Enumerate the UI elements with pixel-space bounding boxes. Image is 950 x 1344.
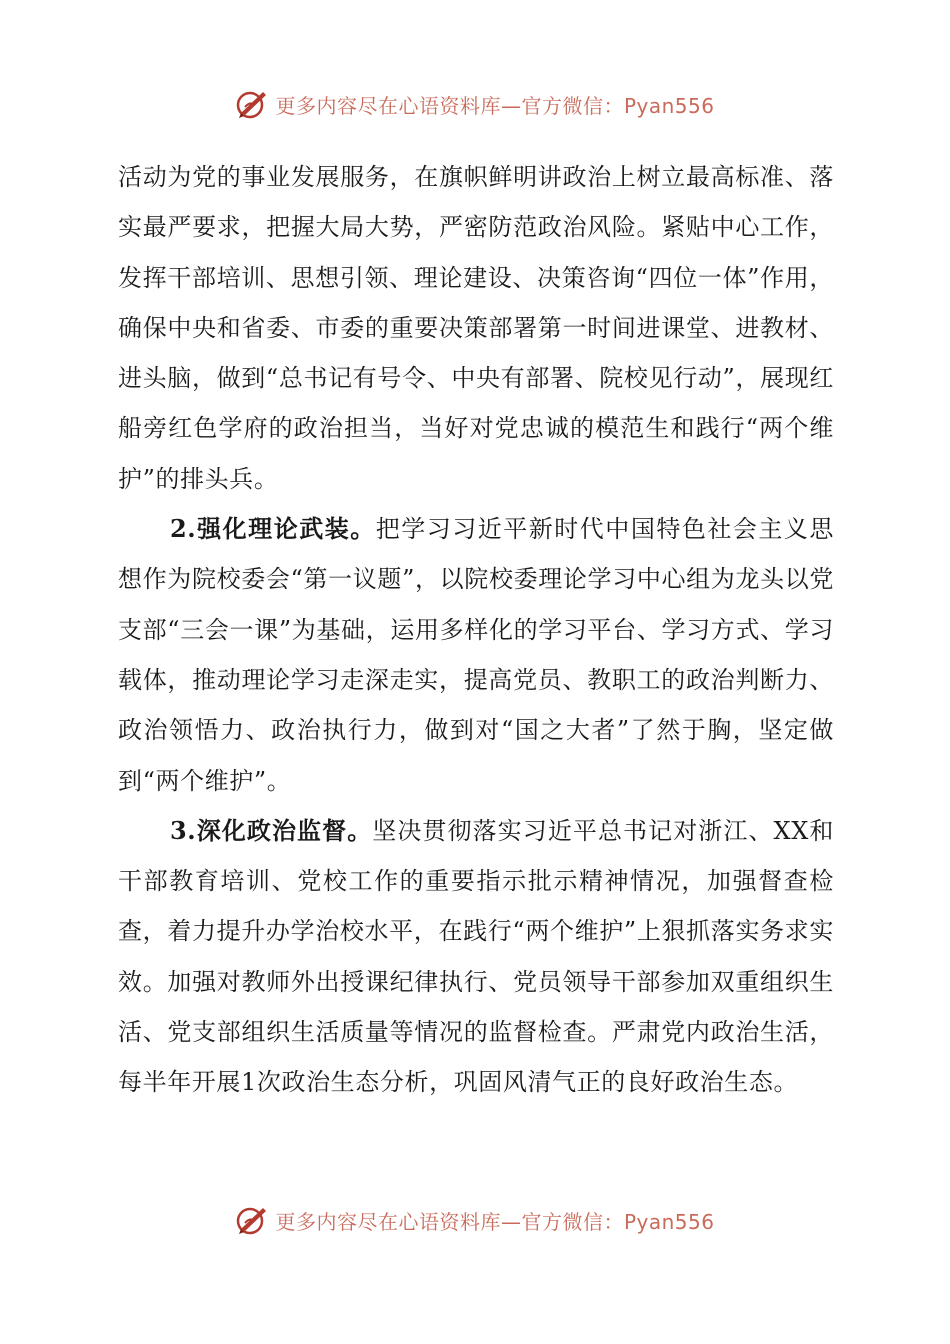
pen-logo-icon (235, 87, 269, 121)
paragraph-text: 活动为党的事业发展服务，在旗帜鲜明讲政治上树立最高标准、落实最严要求，把握大局大势，严密防范政治风险。紧贴中心工作，发挥干部培训、思想引领、理论建设、决策咨询“四位一体”作用，确保中央和省委、市委的重要决策部署第一时间进课堂、进教材、进头脑，做到“总书记有号令、中央有部署、院校见行动”，展现红船旁红色学府的政治担当，当好对党忠诚的模范生和践行“两个维护”的排头兵。 (118, 163, 834, 493)
paragraph-text: 把学习习近平新时代中国特色社会主义思想作为院校委会“第一议题”，以院校委理论学习中心组为龙头以党支部“三会一课”为基础，运用多样化的学习平台、学习方式、学习载体，推动理论学习走深走实，提高党员、教职工的政治判断力、政治领悟力、政治执行力，做到对“国之大者”了然于胸，坚定做到“两个维护”。 (118, 515, 834, 795)
footer-banner (0, 1200, 950, 1240)
footer-banner-text: 更多内容尽在心语资料库—官方微信：Pyan556 (275, 1209, 715, 1234)
paragraph-heading: 3.深化政治监督。 (170, 815, 373, 845)
paragraph (118, 152, 834, 504)
paragraph-heading: 2.强化理论武装。 (170, 514, 376, 544)
paragraph-text: 坚决贯彻落实习近平总书记对浙江、XX和干部教育培训、党校工作的重要指示批示精神情况，加强督查检查，着力提升办学治校水平，在践行“两个维护”上狠抓落实务求实效。加强对教师外出授课纪律执行、党员领导干部参加双重组织生活、党支部组织生活质量等情况的监督检查。严肃党内政治生活，每半年开展1次政治生态分析，巩固风清气正的良好政治生态。 (118, 816, 834, 1097)
document-body (118, 152, 834, 1108)
pen-logo-icon (235, 1203, 269, 1237)
paragraph (118, 504, 834, 806)
paragraph (118, 806, 834, 1108)
header-banner (0, 84, 950, 124)
header-banner-text: 更多内容尽在心语资料库—官方微信：Pyan556 (275, 93, 715, 118)
